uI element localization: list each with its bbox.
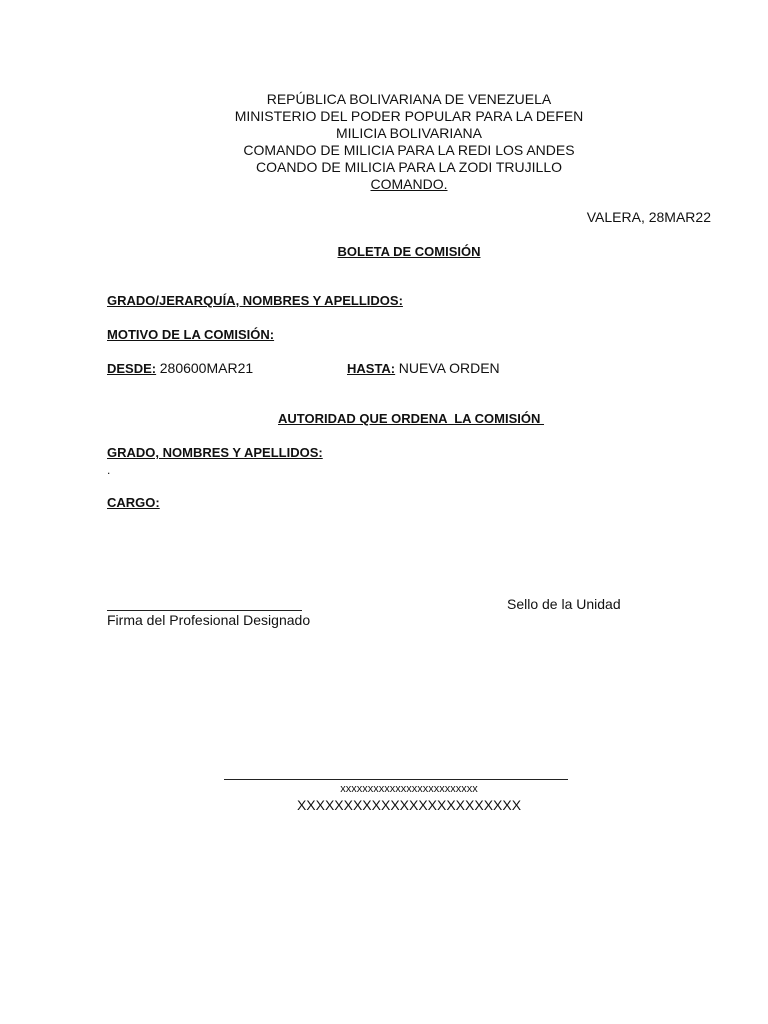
motivo-field (107, 327, 274, 342)
autoridad-grado-field (107, 445, 323, 460)
autoridad-grado-label: GRADO, NOMBRES Y APELLIDOS: (107, 445, 323, 460)
header-line-comando-redi: COMANDO DE MILICIA PARA LA REDI LOS ANDES (243, 142, 575, 158)
desde-label: DESDE: (107, 361, 157, 376)
authority-name-placeholder: xxxxxxxxxxxxxxxxxxxxxxxxx (340, 783, 478, 795)
cargo-field (107, 495, 160, 510)
document-header (150, 91, 668, 193)
header-comando-text: COMANDO. (370, 176, 448, 192)
document-title: BOLETA DE COMISIÓN (337, 244, 481, 259)
seal-label: Sello de la Unidad (507, 596, 621, 612)
autoridad-dot: . (107, 463, 111, 477)
motivo-label: MOTIVO DE LA COMISIÓN: (107, 327, 275, 342)
hasta-label: HASTA: (347, 361, 396, 376)
header-line-ministry: MINISTERIO DEL PODER POPULAR PARA LA DEFEN (234, 108, 584, 124)
header-line-comando-zodi: COANDO DE MILICIA PARA LA ZODI TRUJILLO (255, 159, 562, 175)
autoridad-title: AUTORIDAD QUE ORDENA LA COMISIÓN (277, 411, 545, 426)
hasta-value: NUEVA ORDEN (398, 360, 500, 376)
authority-signature-line (224, 779, 568, 780)
header-line-milicia: MILICIA BOLIVARIANA (335, 125, 482, 141)
document-date: VALERA, 28MAR22 (586, 209, 711, 225)
authority-rank-placeholder: XXXXXXXXXXXXXXXXXXXXXXXX (296, 797, 522, 813)
grado-jerarquia-label: GRADO/JERARQUÍA, NOMBRES Y APELLIDOS: (107, 293, 403, 308)
signature-label: Firma del Profesional Designado (107, 612, 311, 628)
signature-line (107, 610, 302, 611)
header-line-republic: REPÚBLICA BOLIVARIANA DE VENEZUELA (266, 91, 552, 107)
cargo-label: CARGO: (107, 495, 160, 510)
hasta-field (347, 360, 500, 376)
desde-value: 280600MAR21 (159, 360, 254, 376)
grado-jerarquia-field (107, 293, 403, 308)
header-line-comando (150, 176, 668, 193)
desde-field (107, 360, 253, 376)
